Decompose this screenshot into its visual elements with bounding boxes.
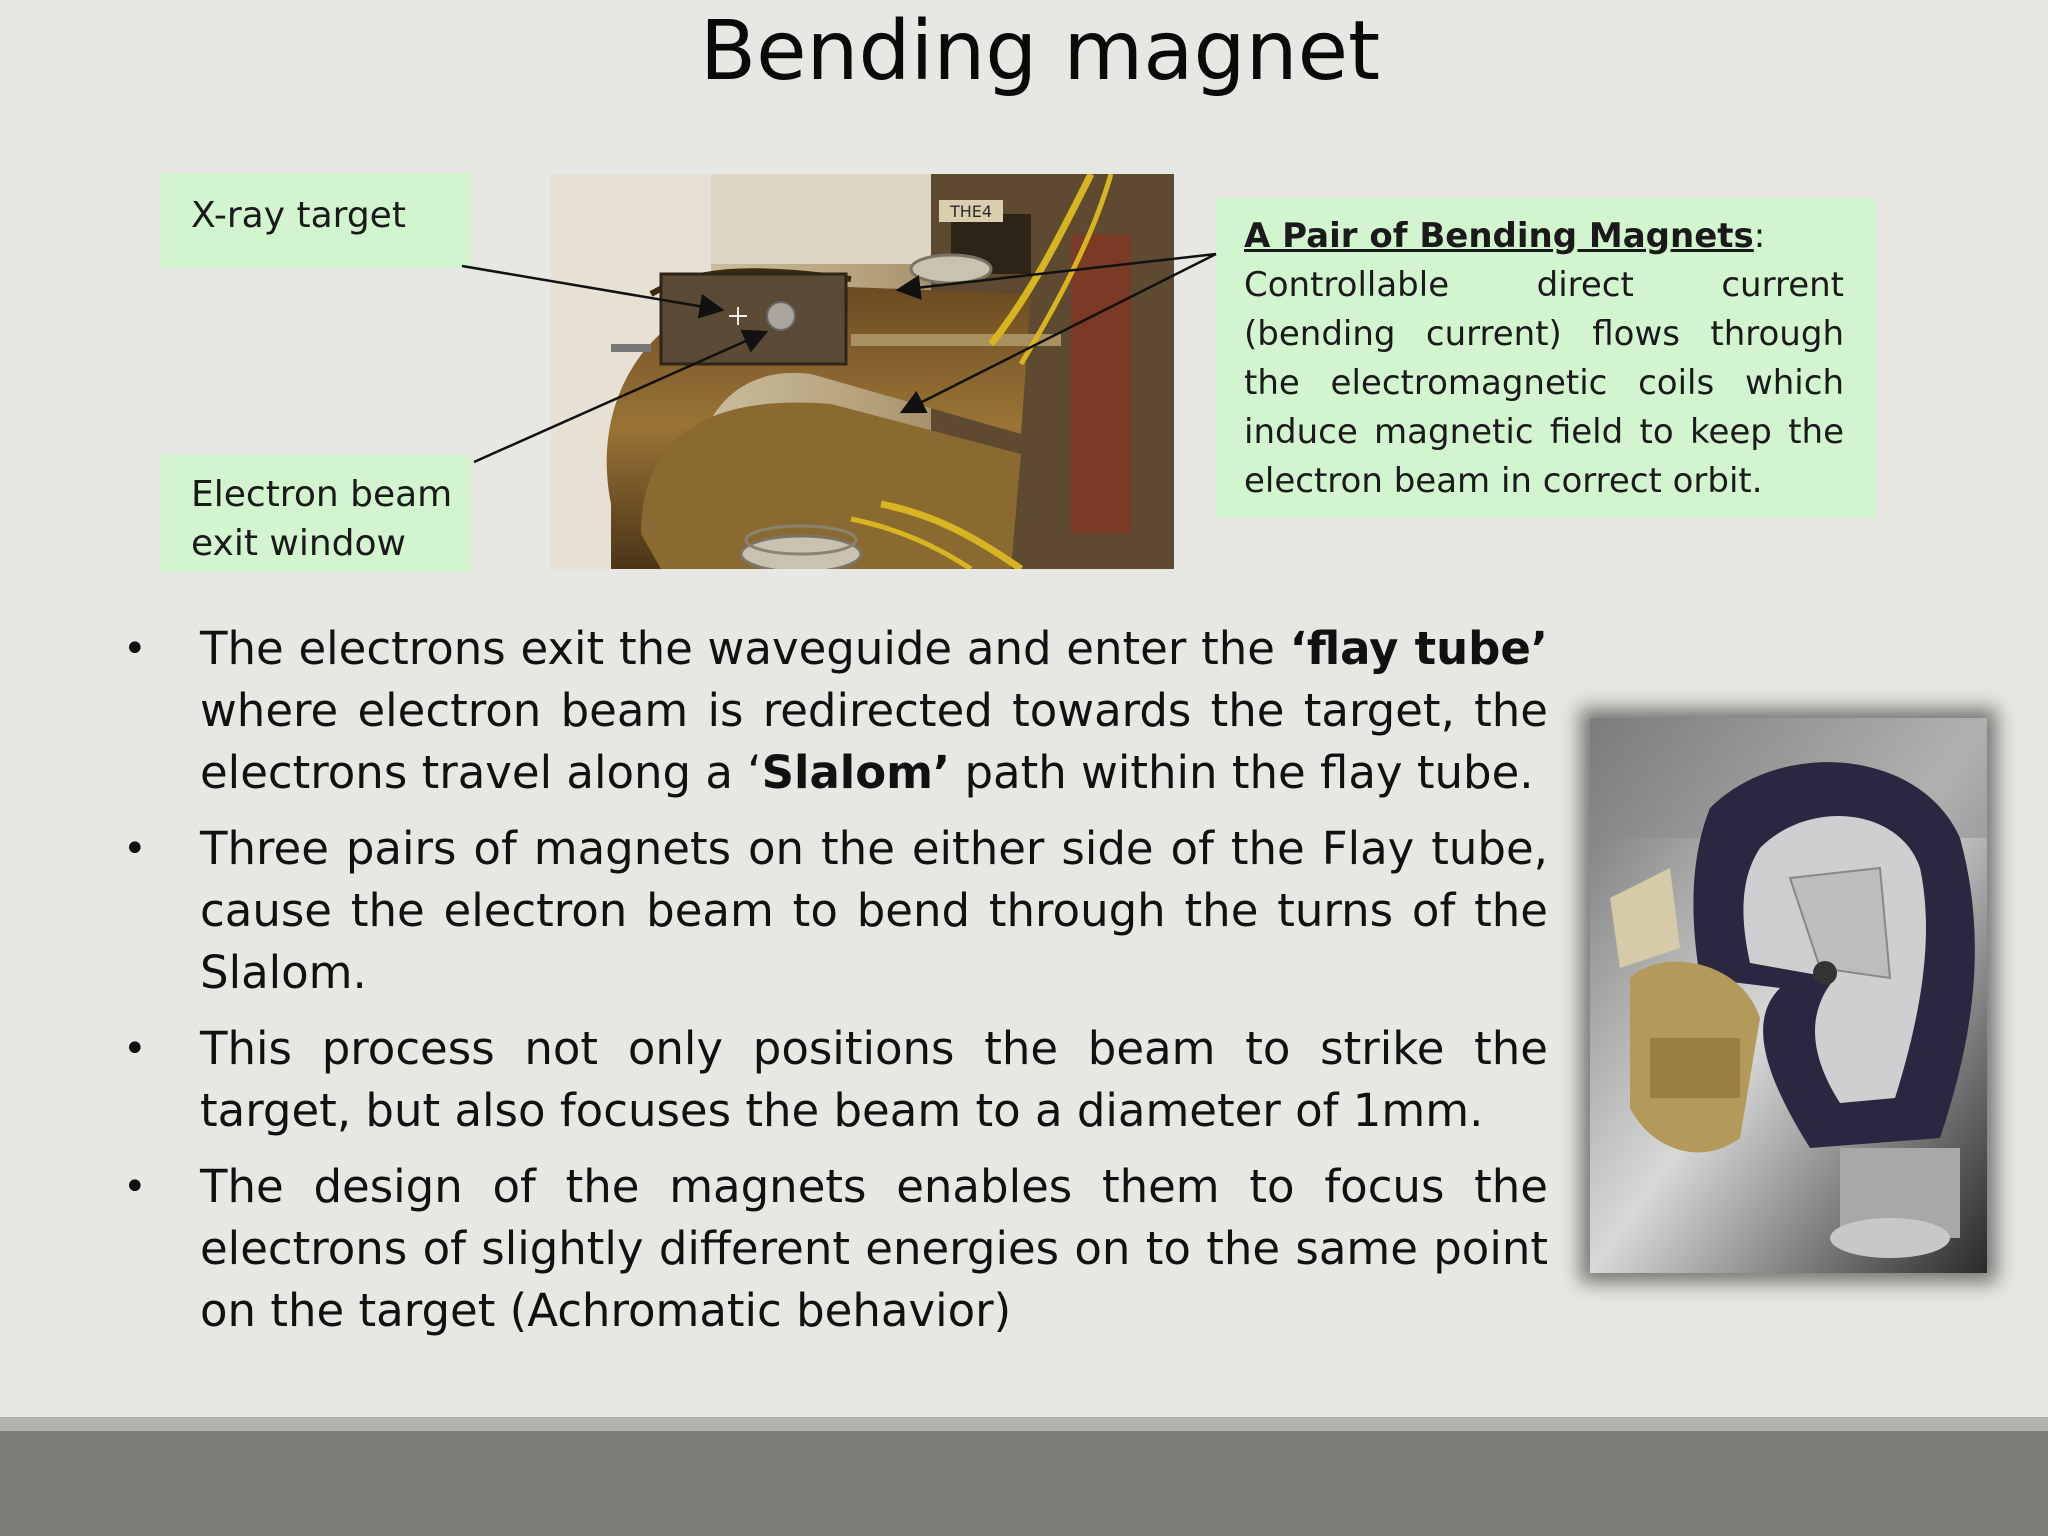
bullet-item: • Three pairs of magnets on the either side of the Flay tube, cause the electron beam to bend through the turns of the Slalom.	[120, 818, 1548, 1004]
bending-magnets-text: Controllable direct current (bending current) flows through the electromagnetic coils which induce magnetic field to keep the electron beam in correct orbit.	[1244, 265, 1844, 501]
bullet-item: • The design of the magnets enables them to focus the electrons of slightly different energies on to the same point on the target (Achromatic behavior)	[120, 1156, 1548, 1342]
bending-magnets-callout	[1216, 198, 1876, 518]
photo-label: THE4	[949, 202, 993, 221]
xray-target-label	[161, 173, 471, 268]
footer-divider	[0, 1417, 2048, 1431]
exit-window-line1: Electron beam	[191, 474, 453, 515]
footer-bar	[0, 1431, 2048, 1536]
bullet-1-bold-flay-tube: ‘flay tube’	[1289, 622, 1549, 675]
xray-target-text: X-ray target	[191, 195, 406, 236]
bullet-item: • This process not only positions the beam to strike the target, but also focuses the beam to a diameter of 1mm.	[120, 1018, 1548, 1142]
bullet-item	[120, 618, 1548, 804]
bullet-1-bold-slalom: Slalom’	[761, 746, 951, 799]
bullet-1-text-c: path within the flay tube.	[950, 746, 1534, 799]
bending-magnets-colon: :	[1753, 216, 1766, 256]
magnet-assembly-photo	[1590, 718, 1987, 1273]
exit-window-label	[161, 455, 471, 572]
slide-title: Bending magnet	[699, 4, 1381, 99]
bending-magnet-photo	[551, 174, 1174, 569]
bending-magnets-heading: A Pair of Bending Magnets	[1244, 216, 1754, 256]
bullet-1-text-b: where electron beam is redirected towards the target, the electrons travel along a ‘	[200, 684, 1548, 799]
bullet-1-text-a: The electrons exit the waveguide and enter the	[200, 622, 1290, 675]
exit-window-line2: exit window	[191, 523, 406, 564]
bullet-list	[120, 618, 1548, 1356]
bending-magnets-description	[1244, 212, 1844, 506]
